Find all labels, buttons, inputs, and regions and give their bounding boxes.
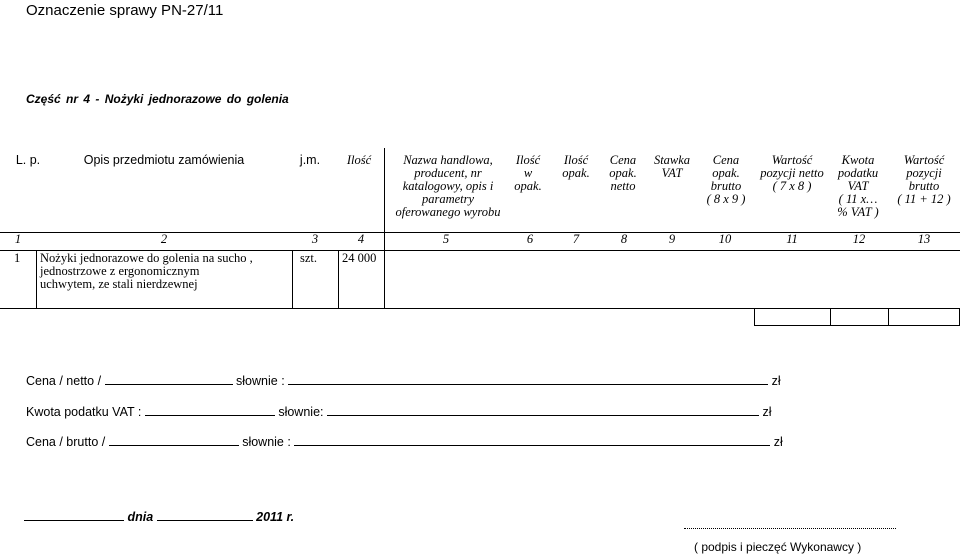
- vat-unit: zł: [762, 405, 772, 419]
- column-number: 4: [357, 232, 365, 246]
- part-title: Część nr 4 - Nożyki jednorazowe do golenia: [26, 92, 289, 106]
- header-line: ( 7 x 8 ): [772, 179, 812, 193]
- table-rule: [888, 308, 889, 325]
- header-line: Cena: [712, 153, 740, 167]
- header-line: Kwota: [841, 153, 875, 167]
- vat-words-field[interactable]: [327, 405, 759, 416]
- header-line: opak.: [562, 166, 590, 180]
- brutto-unit: zł: [773, 435, 783, 449]
- netto-words-field[interactable]: [288, 374, 768, 385]
- table-rule: [338, 250, 339, 308]
- summary-netto: [26, 374, 781, 388]
- summary-vat: [26, 405, 772, 419]
- brutto-words-label: słownie :: [242, 435, 291, 449]
- header-cena-brutto: [698, 154, 754, 206]
- header-nazwa-line: oferowanego wyrobu: [395, 205, 501, 219]
- table-rule: [830, 308, 831, 325]
- header-wartosc-brutto: [888, 154, 960, 206]
- vat-words-label: słownie:: [278, 405, 324, 419]
- header-line: netto: [610, 179, 636, 193]
- header-line: opak.: [609, 166, 637, 180]
- column-number: 9: [668, 232, 676, 246]
- column-number: 1: [14, 232, 22, 246]
- signature-caption: ( podpis i pieczęć Wykonawcy ): [694, 540, 862, 554]
- header-line: pozycji: [906, 166, 942, 180]
- header-line: Wartość: [903, 153, 945, 167]
- header-ilosc-w-opak: [508, 154, 548, 193]
- brutto-words-field[interactable]: [294, 435, 770, 446]
- header-lp: L. p.: [15, 153, 41, 167]
- header-line: Ilość: [563, 153, 589, 167]
- row-ilosc: 24 000: [342, 251, 377, 265]
- header-line: opak.: [514, 179, 542, 193]
- row-opis: [40, 252, 292, 291]
- row-jm: szt.: [300, 251, 318, 265]
- brutto-amount-field[interactable]: [109, 435, 239, 446]
- table-rule: [0, 250, 960, 251]
- column-number: 10: [718, 232, 732, 246]
- netto-words-label: słownie :: [236, 374, 285, 388]
- header-opis: Opis przedmiotu zamówienia: [83, 153, 245, 167]
- column-number: 12: [852, 232, 866, 246]
- header-line: Wartość: [771, 153, 813, 167]
- header-line: Ilość: [515, 153, 541, 167]
- vat-label: Kwota podatku VAT :: [26, 405, 142, 419]
- column-number: 3: [311, 232, 319, 246]
- header-wartosc-netto: [754, 154, 830, 193]
- header-ilosc: Ilość: [346, 153, 372, 167]
- date-year: 2011 r.: [256, 510, 295, 524]
- column-number: 7: [572, 232, 580, 246]
- header-line: w: [523, 166, 533, 180]
- netto-unit: zł: [771, 374, 781, 388]
- header-line: pozycji netto: [760, 166, 824, 180]
- header-line: podatku: [837, 166, 879, 180]
- header-nazwa-line: parametry: [421, 192, 475, 206]
- header-line: % VAT ): [837, 205, 879, 219]
- date-field[interactable]: [157, 510, 253, 521]
- table-rule: [36, 250, 37, 308]
- header-line: opak.: [712, 166, 740, 180]
- table-rule: [0, 308, 960, 309]
- header-nazwa-line: producent, nr: [414, 166, 482, 180]
- table-rule: [384, 148, 385, 308]
- table-rule: [754, 325, 960, 326]
- header-line: Stawka: [653, 153, 691, 167]
- row-lp: 1: [14, 251, 21, 265]
- case-number: Oznaczenie sprawy PN-27/11: [26, 2, 224, 19]
- header-jm: j.m.: [299, 153, 321, 167]
- column-number: 2: [160, 232, 168, 246]
- header-line: ( 11 x…: [838, 192, 878, 206]
- vat-amount-field[interactable]: [145, 405, 275, 416]
- header-nazwa-line: Nazwa handlowa,: [403, 153, 493, 167]
- column-number: 11: [786, 232, 798, 246]
- brutto-label: Cena / brutto /: [26, 435, 106, 449]
- netto-label: Cena / netto /: [26, 374, 102, 388]
- header-line: VAT: [661, 166, 683, 180]
- header-line: VAT: [847, 179, 869, 193]
- header-line: ( 8 x 9 ): [706, 192, 746, 206]
- summary-brutto: [26, 435, 783, 449]
- header-nazwa-line: katalogowy, opis i: [402, 179, 494, 193]
- table-rule: [754, 308, 755, 325]
- header-cena-netto: [600, 154, 646, 193]
- header-kwota-podatku: [830, 154, 886, 219]
- header-stawka-vat: [648, 154, 696, 180]
- column-number: 8: [620, 232, 628, 246]
- column-number: 5: [442, 232, 450, 246]
- header-line: brutto: [908, 179, 940, 193]
- price-table: [0, 148, 960, 326]
- date-day-label: dnia: [127, 510, 154, 524]
- signature-line[interactable]: [684, 528, 896, 529]
- place-field[interactable]: [24, 510, 124, 521]
- table-rule: [0, 232, 960, 233]
- row-opis-line: Nożyki jednorazowe do golenia na sucho ,: [40, 251, 253, 265]
- header-nazwa: [384, 154, 512, 219]
- header-line: brutto: [710, 179, 742, 193]
- header-line: ( 11 + 12 ): [897, 192, 951, 206]
- row-opis-line: jednostrzowe z ergonomicznym: [40, 264, 200, 278]
- table-rule: [292, 250, 293, 308]
- column-number: 6: [526, 232, 534, 246]
- header-ilosc-opak: [554, 154, 598, 180]
- header-line: Cena: [609, 153, 637, 167]
- date-line: [24, 510, 294, 524]
- column-number: 13: [917, 232, 931, 246]
- netto-amount-field[interactable]: [105, 374, 233, 385]
- row-opis-line: uchwytem, ze stali nierdzewnej: [40, 277, 198, 291]
